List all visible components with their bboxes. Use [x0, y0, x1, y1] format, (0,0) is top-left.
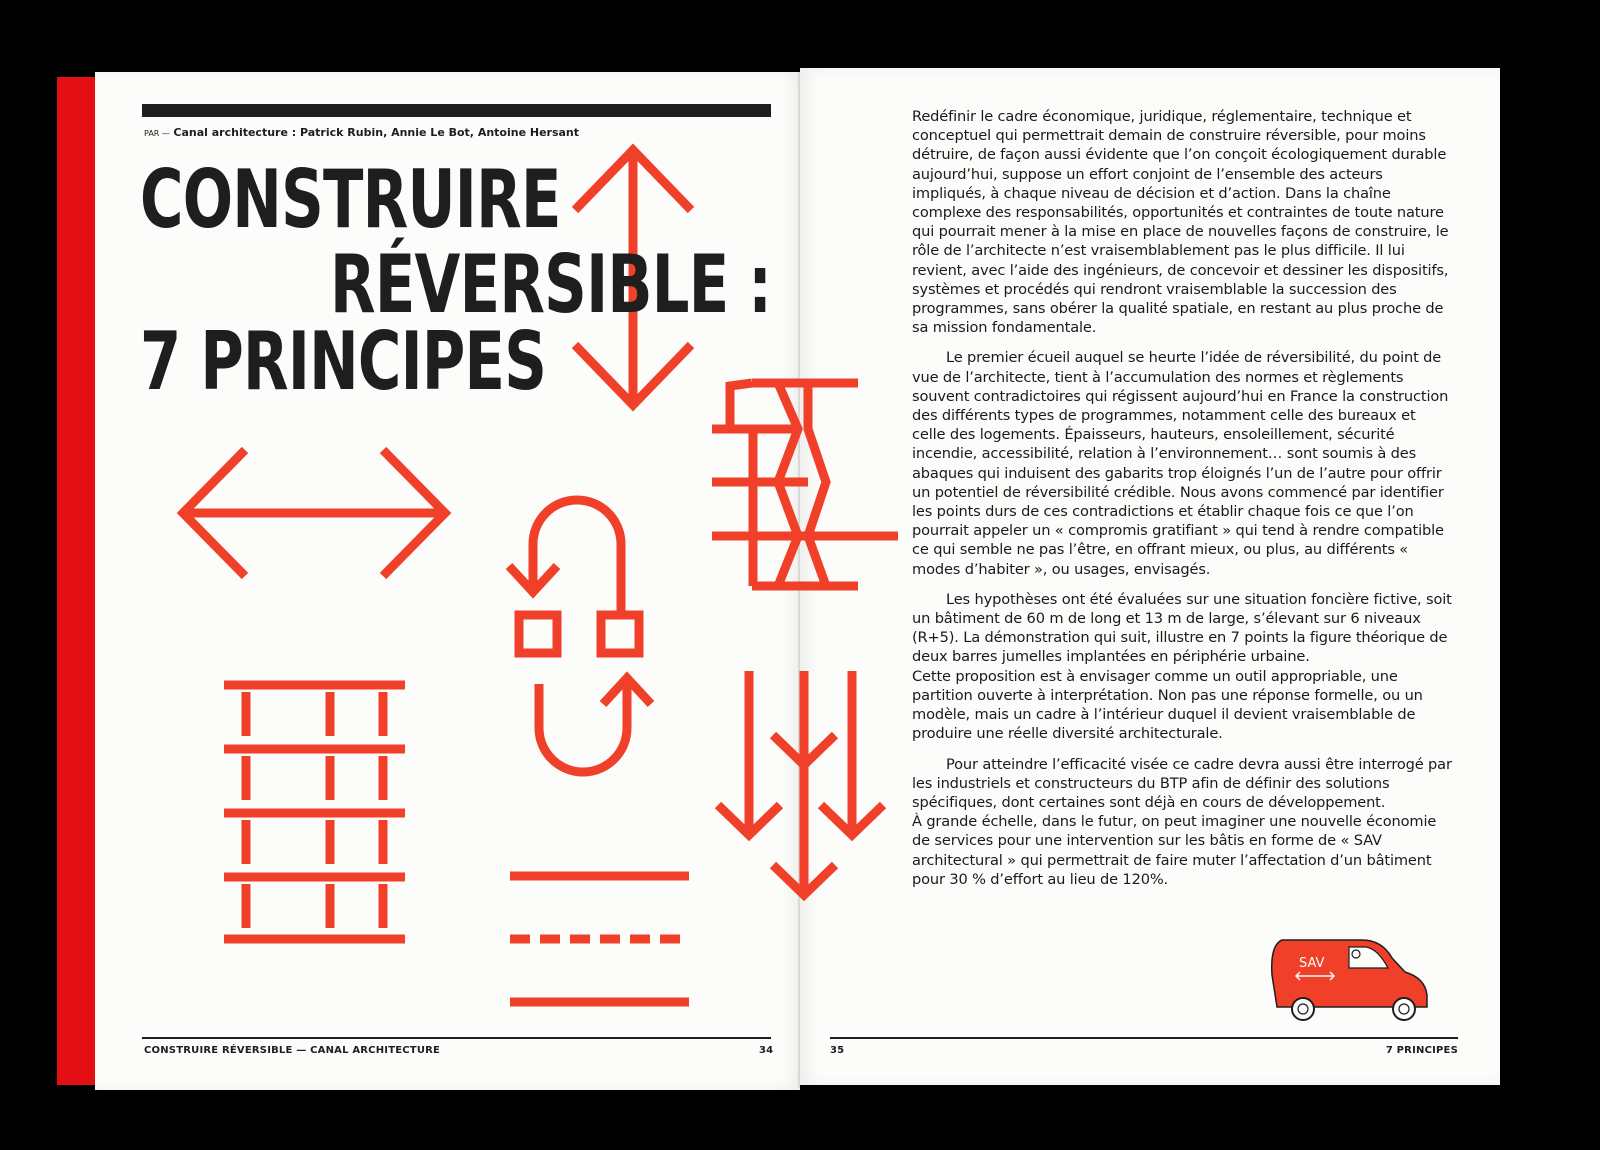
article-title-line-2: RÉVERSIBLE : [330, 238, 772, 331]
double-horizontal-arrow-icon [183, 450, 445, 576]
body-paragraph-1: Redéfinir le cadre économique, juridique, réglementaire, technique et conceptuel qui permettrait demain de construire réversible, pour moins détruire, de façon aussi évidente que l’on conçoit écologiquement durable aujourd’hui, suppose un effort conjoint de l’ensemble des acteurs impliqués, à chaque niveau de décision et d’action. Dans la chaîne complexe des responsabilités, opportunités et contraintes de toute nature qui pourrait mener à la mise en place de nouvelles façons de construire, le rôle de l’architecte n’est vraisemblablement pas le plus difficile. Il lui revient, avec l’aide des ingénieurs, de concevoir et dessiner les dispositifs, systèmes et procédés qui rendront vraisemblable la succession des programmes, sans obérer la qualité spatiale, en restant au plus proche de sa mission fondamentale. [912, 108, 1449, 337]
delivery-van-icon [1272, 940, 1427, 1020]
byline-authors: Canal architecture : Patrick Rubin, Annie Le Bot, Antoine Hersant [173, 126, 580, 139]
body-paragraph-5: Pour atteindre l’efficacité visée ce cadre devra aussi être interrogé par les industriels et constructeurs du BTP afin de définir des solutions spécifiques, dont certaines sont déjà en cours de développement. [912, 755, 1452, 811]
left-running-title: CONSTRUIRE RÉVERSIBLE — CANAL ARCHITECTURE [144, 1045, 441, 1056]
zigzag-lines-icon [712, 383, 898, 586]
article-title-line-3: 7 PRINCIPES [140, 315, 547, 408]
dashed-lines-icon [510, 876, 689, 1002]
right-page-number: 35 [830, 1045, 845, 1056]
article-body [912, 107, 1452, 900]
right-footer-rule [830, 1037, 1458, 1039]
loop-arrows-icon [509, 500, 651, 772]
body-paragraph-6: À grande échelle, dans le futur, on peut imaginer une nouvelle économie de services pour une intervention sur les bâtis en forme de « SAV architectural » qui permettrait de faire muter l’affectation d’un bâtiment pour 30 % d’effort au lieu de 120%. [912, 813, 1437, 888]
body-paragraph-3: Les hypothèses ont été évaluées sur une situation foncière fictive, soit un bâtiment de 60 m de long et 13 m de large, s’élevant sur 6 niveaux (R+5). La démonstration qui suit, illustre en 7 points la figure théorique de deux barres jumelles implantées en périphérie urbaine. [912, 590, 1452, 666]
down-arrows-icon [718, 671, 883, 895]
article-title-line-1: CONSTRUIRE [140, 153, 561, 246]
grid-icon [224, 685, 405, 939]
van-label: SAV [1299, 956, 1325, 971]
left-footer-rule [142, 1037, 771, 1039]
right-running-title: 7 PRINCIPES [1385, 1045, 1458, 1056]
byline-prefix: PAR — [144, 129, 170, 138]
body-paragraph-2: Le premier écueil auquel se heurte l’idée de réversibilité, du point de vue de l’architecte, tient à l’accumulation des normes et règlements souvent contradictoires qui régissent aujourd’hui en France la construction des différents types de programmes, notamment celle des bureaux et celle des logements. Épaisseurs, hauteurs, ensoleillement, sécurité incendie, accessibilité, relation à l’environnement… sont soumis à des abaques qui induisent des gabarits trop éloignés l’un de l’autre pour offrir un potentiel de réversibilité crédible. Nous avons commencé par identifier les points durs de ces contradictions et établir chaque fois ce que l’on pourrait appeler un « compromis gratifiant » qui tend à rendre compatible ce qui semble ne pas l’être, en offrant mieux, ou plus, au différents « modes d’habiter », ou usages, envisagés. [912, 349, 1449, 578]
left-page-number: 34 [759, 1045, 774, 1056]
body-paragraph-4: Cette proposition est à envisager comme un outil appropriable, une partition ouverte à interprétation. Non pas une réponse formelle, ou un modèle, mais un cadre à l’intérieur duquel il devient vraisemblable de produire une réelle diversité architecturale. [912, 667, 1423, 743]
